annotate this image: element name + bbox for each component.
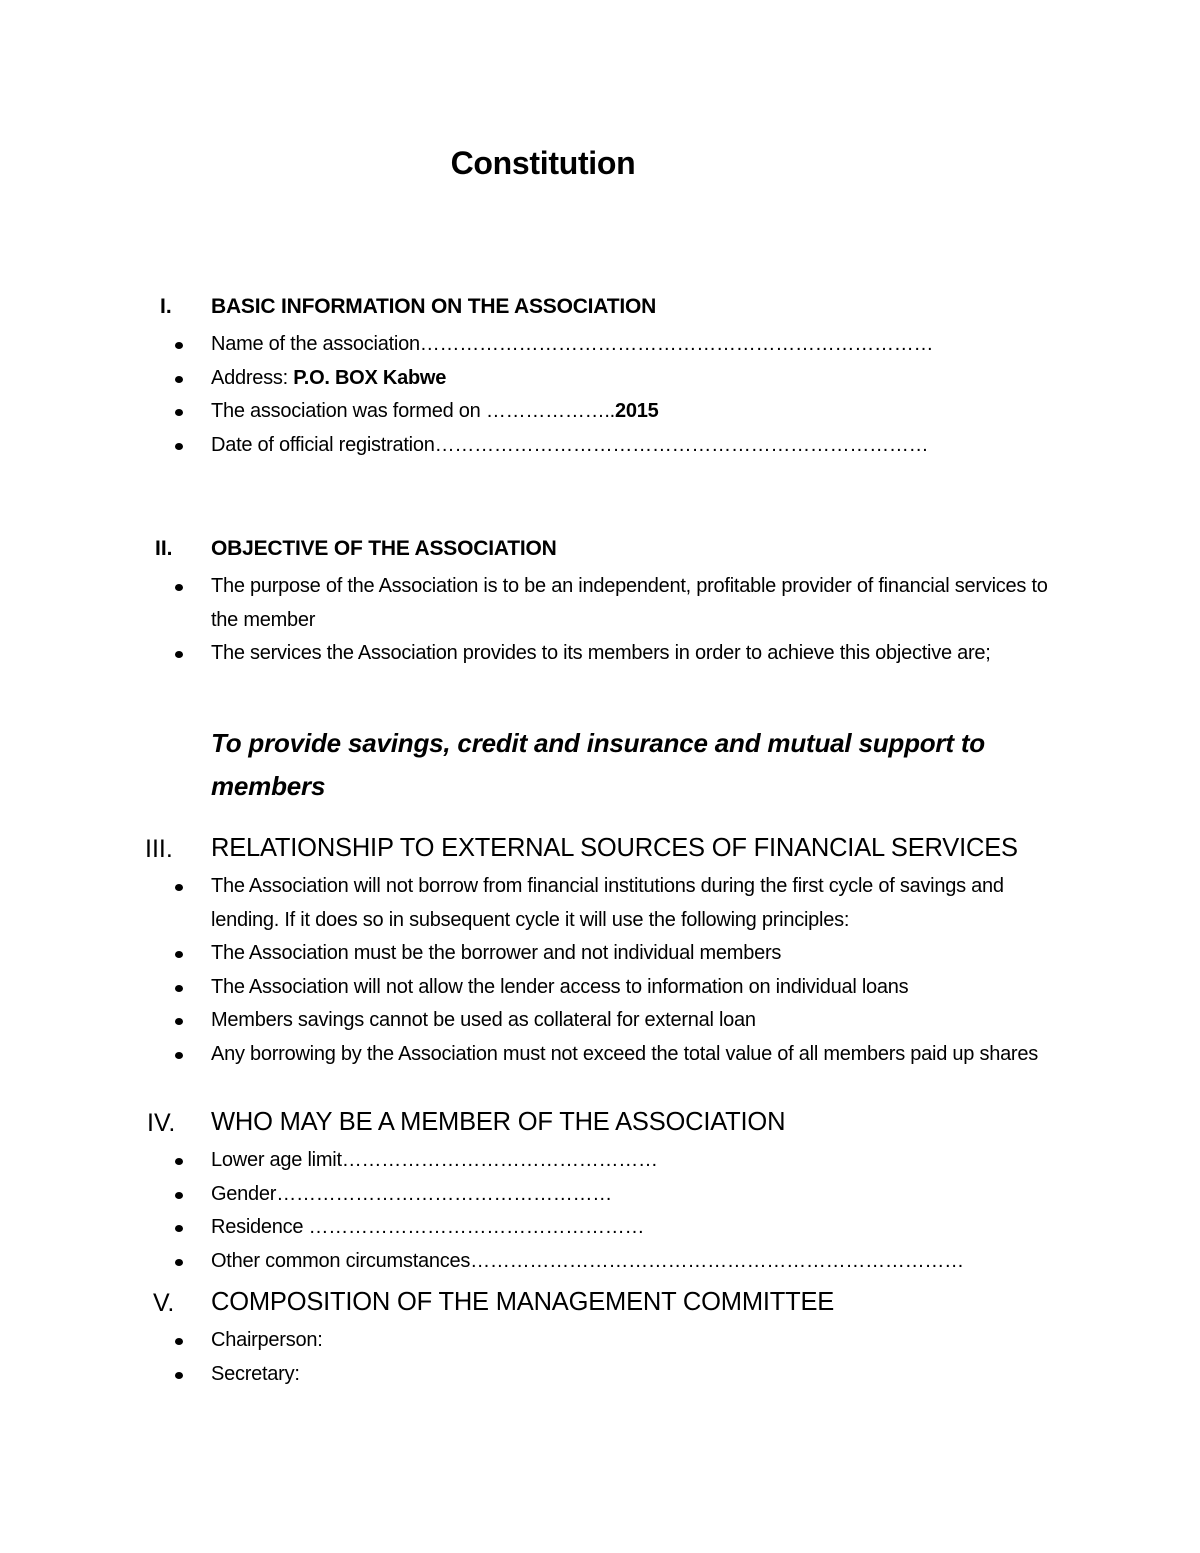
section-numeral: V. bbox=[153, 1289, 175, 1317]
section-numeral: II. bbox=[155, 537, 173, 560]
bullet-icon bbox=[175, 1052, 183, 1059]
list-item: The Association will not borrow from financial institutions during the first cycle of savings and lending. If it does so in subsequent cycle it will use the following principles: bbox=[0, 870, 1056, 937]
list-item: Secretary: bbox=[0, 1358, 1056, 1392]
list-item: Members savings cannot be used as collateral for external loan bbox=[0, 1004, 1056, 1038]
bullet-icon bbox=[175, 342, 183, 349]
list-item: Any borrowing by the Association must not exceed the total value of all members paid up shares bbox=[0, 1038, 1056, 1072]
bullet-list bbox=[0, 1324, 1200, 1391]
bullet-icon bbox=[175, 951, 183, 958]
section-numeral: I. bbox=[160, 295, 172, 318]
bullet-icon bbox=[175, 1018, 183, 1025]
section-heading: BASIC INFORMATION ON THE ASSOCIATION bbox=[211, 295, 657, 318]
section-numeral: IV. bbox=[147, 1109, 176, 1137]
list-item: The Association must be the borrower and not individual members bbox=[0, 937, 1056, 971]
bullet-list bbox=[0, 328, 1200, 462]
section-basic-information bbox=[0, 294, 1200, 462]
section-objective bbox=[0, 536, 1200, 671]
list-item: Lower age limit………………………………………… bbox=[0, 1144, 1056, 1178]
bullet-list bbox=[0, 570, 1200, 671]
list-item: Chairperson: bbox=[0, 1324, 1056, 1358]
bullet-icon bbox=[175, 584, 183, 591]
list-item: Other common circumstances………………………………………………………………… bbox=[0, 1245, 1056, 1279]
section-header bbox=[0, 1110, 1200, 1144]
bullet-icon bbox=[175, 1259, 183, 1266]
list-item: The purpose of the Association is to be an independent, profitable provider of financial services to the member bbox=[0, 570, 1056, 637]
objective-statement: To provide savings, credit and insurance and mutual support to members bbox=[211, 728, 985, 801]
list-item: The association was formed on ………………..2015 bbox=[0, 395, 1056, 429]
bullet-icon bbox=[175, 443, 183, 450]
list-item: The services the Association provides to its members in order to achieve this objective are; bbox=[0, 637, 1056, 671]
document-title: Constitution bbox=[450, 145, 636, 181]
bullet-icon bbox=[175, 409, 183, 416]
bullet-list bbox=[0, 1144, 1200, 1278]
bullet-list bbox=[0, 870, 1200, 1071]
section-heading: RELATIONSHIP TO EXTERNAL SOURCES OF FINANCIAL SERVICES bbox=[211, 834, 1018, 862]
section-heading: OBJECTIVE OF THE ASSOCIATION bbox=[211, 537, 557, 560]
formed-year-value: 2015 bbox=[614, 400, 659, 422]
bullet-icon bbox=[175, 1158, 183, 1165]
bullet-icon bbox=[175, 1372, 183, 1379]
section-management-committee bbox=[0, 1290, 1200, 1391]
bullet-icon bbox=[175, 985, 183, 992]
section-header bbox=[0, 1290, 1200, 1324]
section-external-relationship bbox=[0, 836, 1200, 1071]
bullet-icon bbox=[175, 884, 183, 891]
bullet-icon bbox=[175, 376, 183, 383]
address-value: P.O. BOX Kabwe bbox=[293, 366, 447, 389]
section-header bbox=[0, 294, 1200, 328]
bullet-icon bbox=[175, 1192, 183, 1199]
bullet-icon bbox=[175, 1338, 183, 1345]
section-heading: WHO MAY BE A MEMBER OF THE ASSOCIATION bbox=[211, 1108, 786, 1136]
list-item: The Association will not allow the lender access to information on individual loans bbox=[0, 971, 1056, 1005]
bullet-icon bbox=[175, 1225, 183, 1232]
list-item: Name of the association…………………………………………………………………… bbox=[0, 328, 1056, 362]
list-item: Address: P.O. BOX Kabwe bbox=[0, 362, 1056, 396]
section-numeral: III. bbox=[145, 835, 173, 863]
bullet-icon bbox=[175, 651, 183, 658]
section-header bbox=[0, 536, 1200, 570]
section-membership bbox=[0, 1110, 1200, 1278]
list-item: Gender…………………………………………… bbox=[0, 1178, 1056, 1212]
section-header bbox=[0, 836, 1200, 870]
section-heading: COMPOSITION OF THE MANAGEMENT COMMITTEE bbox=[211, 1288, 835, 1316]
list-item: Date of official registration………………………………………………………………… bbox=[0, 429, 1056, 463]
list-item: Residence …………………………………………… bbox=[0, 1211, 1056, 1245]
